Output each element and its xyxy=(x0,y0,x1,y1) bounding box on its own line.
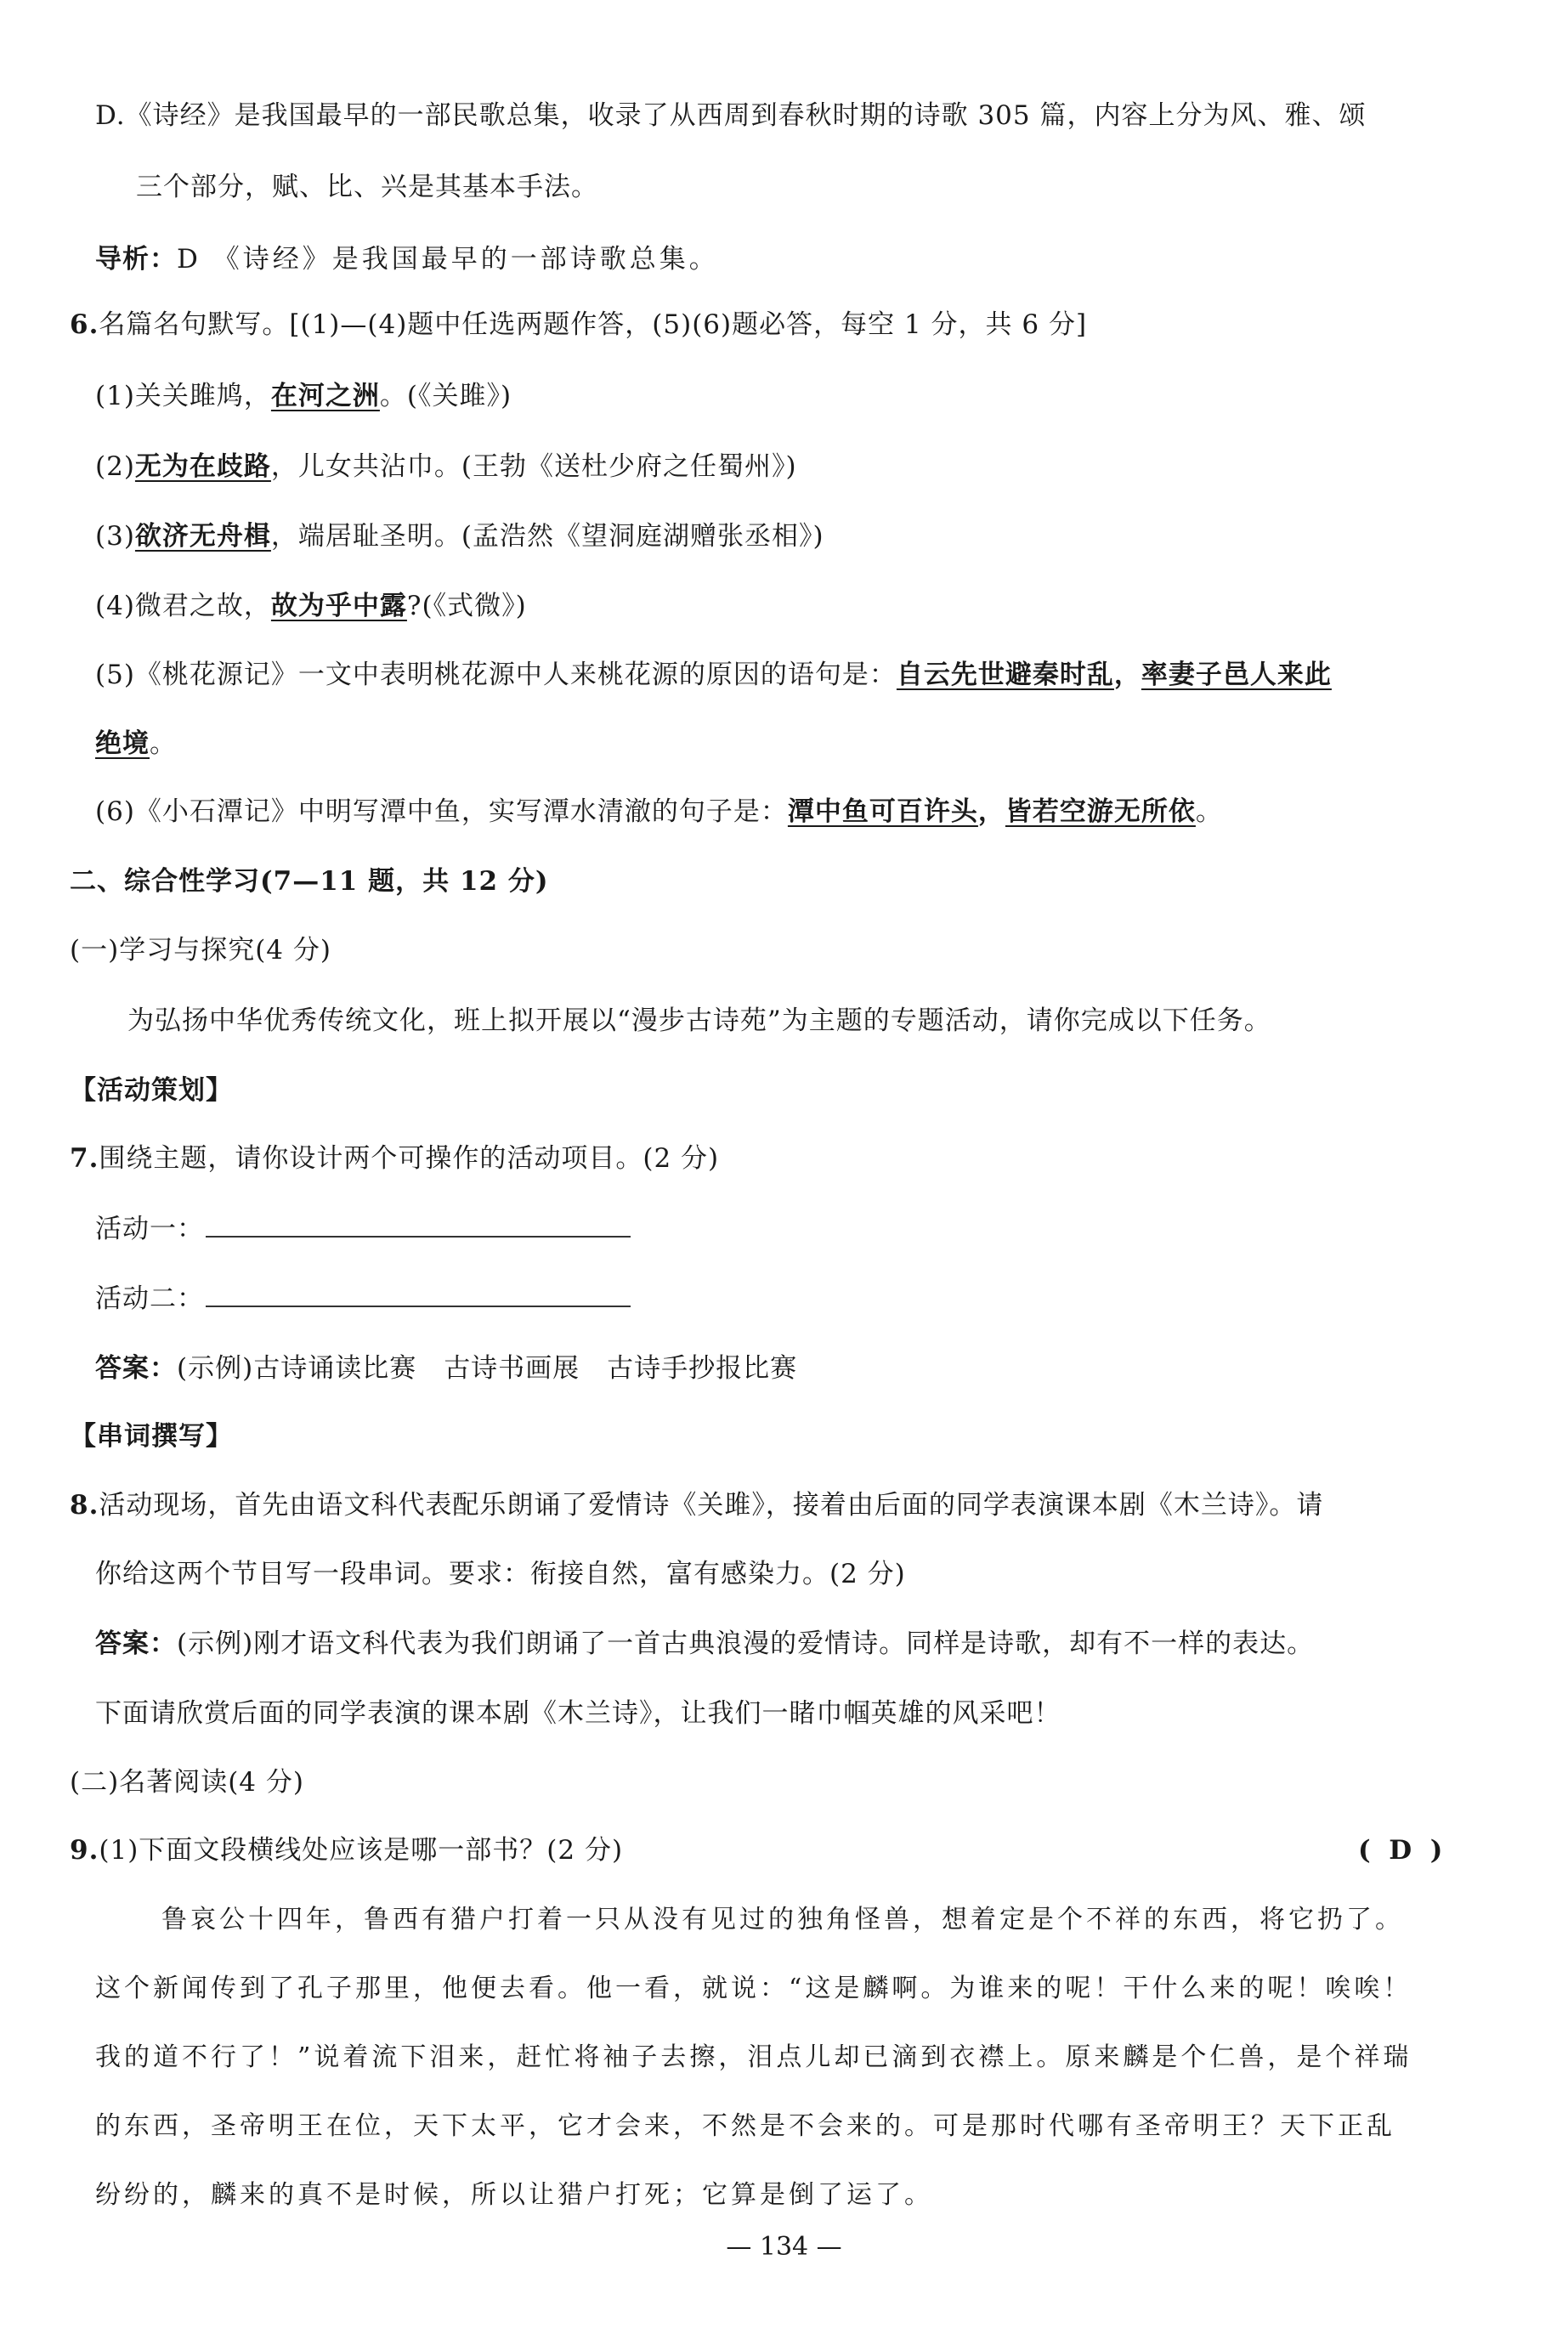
activity-2-blank[interactable] xyxy=(206,1280,631,1307)
q7-number: 7. xyxy=(70,1143,99,1174)
item-suffix: ，儿女共沾巾。(王勃《送杜少府之任蜀州》) xyxy=(270,451,797,482)
q7-answer xyxy=(95,1350,797,1387)
filled-answer: 自云先世避秦时乱 xyxy=(896,660,1114,690)
passage-line1: 鲁哀公十四年，鲁西有猎户打着一只从没有见过的独角怪兽，想着定是个不祥的东西，将它扔了。 xyxy=(161,1905,1404,1934)
q8-answer-line1 xyxy=(95,1625,1314,1662)
q8-stem-line1 xyxy=(70,1487,1323,1524)
passage-line4: 的东西，圣帝明王在位，天下太平，它才会来，不然是不会来的。可是那时代哪有圣帝明王？天下正乱 xyxy=(95,2111,1395,2141)
filled-answer: 皆若空游无所依 xyxy=(1005,796,1196,827)
subsection-2-title: (二)名著阅读(4 分) xyxy=(70,1767,304,1798)
paren-open: ( xyxy=(1358,1835,1371,1866)
passage-line2: 这个新闻传到了孔子那里，他便去看。他一看，就说：“这是麟啊。为谁来的呢！干什么来的呢！唉唉！ xyxy=(95,1974,1412,2003)
answer-text: (示例)刚才语文科代表为我们朗诵了一首古典浪漫的爱情诗。同样是诗歌，却有不一样的表达。 xyxy=(177,1628,1315,1659)
q6-item-2 xyxy=(95,448,797,485)
tag-activity-planning: 【活动策划】 xyxy=(70,1075,233,1106)
q6-stem-text: 名篇名句默写。[(1)—(4)题中任选两题作答，(5)(6)题必答，每空 1 分，共 6 分] xyxy=(99,309,1088,340)
tag-transition-writing: 【串词撰写】 xyxy=(70,1421,233,1452)
q9-stem xyxy=(70,1832,623,1869)
item-prefix: (4)微君之故， xyxy=(95,591,271,621)
q5-analysis xyxy=(95,241,719,278)
answer-label: 答案： xyxy=(95,1353,177,1384)
q8-answer-line2: 下面请欣赏后面的同学表演的课本剧《木兰诗》，让我们一睹巾帼英雄的风采吧！ xyxy=(95,1698,1061,1729)
item-prefix: (3) xyxy=(95,521,135,552)
activity-1-label: 活动一： xyxy=(95,1214,204,1244)
filled-answer: 率妻子邑人来此 xyxy=(1141,660,1332,690)
separator: ， xyxy=(1113,660,1141,690)
analysis-label: 导析： xyxy=(95,244,177,275)
filled-answer: 绝境 xyxy=(95,728,150,759)
page-number: — 134 — xyxy=(726,2232,842,2262)
q5-option-d-line1: D.《诗经》是我国最早的一部民歌总集，收录了从西周到春秋时期的诗歌 305 篇，内容上分为风、雅、颂 xyxy=(95,100,1367,131)
subsection-1-title: (一)学习与探究(4 分) xyxy=(70,935,331,966)
q9-answer-bracket xyxy=(1358,1832,1442,1869)
q7-activity-1 xyxy=(95,1210,631,1248)
item-suffix: ?(《式微》) xyxy=(406,591,527,621)
item-suffix: ，端居耻圣明。(孟浩然《望洞庭湖赠张丞相》) xyxy=(270,521,824,552)
passage-line5: 纷纷的，麟来的真不是时候，所以让猎户打死；它算是倒了运了。 xyxy=(95,2180,933,2210)
filled-answer: 欲济无舟楫 xyxy=(134,521,271,552)
item-suffix: 。 xyxy=(1195,796,1223,827)
filled-answer: 无为在歧路 xyxy=(134,451,271,482)
q9-answer: D xyxy=(1389,1835,1412,1866)
q6-item-6 xyxy=(95,793,1223,830)
q7-activity-2 xyxy=(95,1280,631,1317)
answer-label: 答案： xyxy=(95,1628,177,1659)
filled-answer: 在河之洲 xyxy=(270,381,380,411)
filled-answer: 潭中鱼可百许头 xyxy=(787,796,978,827)
section-2-title: 二、综合性学习(7—11 题，共 12 分) xyxy=(70,866,549,897)
filled-answer: 故为乎中露 xyxy=(270,591,407,621)
separator: ， xyxy=(977,796,1005,827)
q6-item-3 xyxy=(95,518,824,555)
q9-number: 9. xyxy=(70,1835,99,1866)
q6-stem xyxy=(70,306,1087,343)
q6-item-1 xyxy=(95,377,512,415)
q7-stem-text: 围绕主题，请你设计两个可操作的活动项目。(2 分) xyxy=(99,1143,720,1174)
q9-stem-text: (1)下面文段横线处应该是哪一部书？(2 分) xyxy=(99,1835,624,1866)
section-2-intro: 为弘扬中华优秀传统文化，班上拟开展以“漫步古诗苑”为主题的专题活动，请你完成以下任务。 xyxy=(127,1005,1271,1036)
item-prefix: (2) xyxy=(95,451,135,482)
analysis-text: D 《诗经》是我国最早的一部诗歌总集。 xyxy=(177,244,719,275)
passage-line3: 我的道不行了！”说着流下泪来，赶忙将袖子去擦，泪点儿却已滴到衣襟上。原来麟是个仁兽，是个祥瑞 xyxy=(95,2042,1412,2072)
activity-1-blank[interactable] xyxy=(206,1210,631,1238)
item-prefix: (6)《小石潭记》中明写潭中鱼，实写潭水清澈的句子是： xyxy=(95,796,788,827)
q5-option-d-line2: 三个部分，赋、比、兴是其基本手法。 xyxy=(136,172,598,202)
q7-stem xyxy=(70,1140,719,1177)
item-prefix: (1)关关雎鸠， xyxy=(95,381,271,411)
item-suffix: 。(《关雎》) xyxy=(379,381,512,411)
item-suffix: 。 xyxy=(150,728,177,759)
q6-number: 6. xyxy=(70,309,99,340)
item-prefix: (5)《桃花源记》一文中表明桃花源中人来桃花源的原因的语句是： xyxy=(95,660,897,690)
answer-text: (示例)古诗诵读比赛 古诗书画展 古诗手抄报比赛 xyxy=(177,1353,798,1384)
q8-stem-line2: 你给这两个节目写一段串词。要求：衔接自然，富有感染力。(2 分) xyxy=(95,1559,906,1589)
activity-2-label: 活动二： xyxy=(95,1283,204,1314)
q8-number: 8. xyxy=(70,1490,99,1521)
q8-stem-text: 活动现场，首先由语文科代表配乐朗诵了爱情诗《关雎》，接着由后面的同学表演课本剧《木兰诗》。请 xyxy=(99,1490,1324,1521)
q6-item-5 xyxy=(95,656,1332,694)
paren-close: ) xyxy=(1429,1835,1443,1866)
q6-item-5-cont xyxy=(95,725,177,762)
q6-item-4 xyxy=(95,587,527,625)
